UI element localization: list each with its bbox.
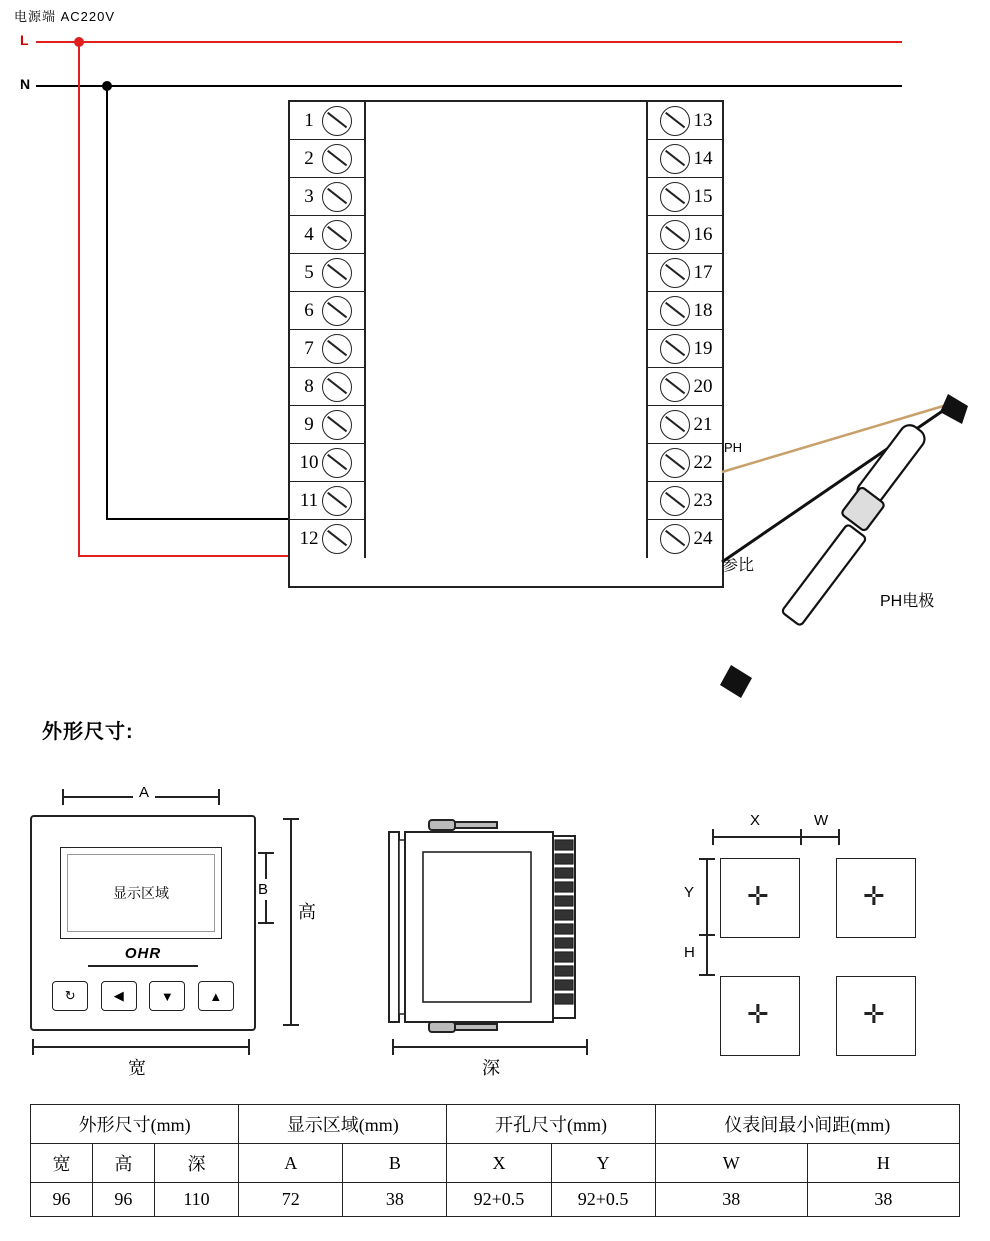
- terminal-row: [648, 178, 722, 216]
- table-row-sub-headers: [31, 1144, 960, 1183]
- terminal-number: 19: [693, 337, 713, 359]
- sub-header: Y: [551, 1144, 655, 1183]
- dim-depth-line: [392, 1046, 588, 1048]
- neutral-wire-vertical: [106, 85, 108, 520]
- cutout-square-1: ✛: [720, 858, 800, 938]
- live-wire-vertical: [78, 41, 80, 557]
- screw-icon: [660, 524, 690, 554]
- display-screen: [60, 847, 222, 939]
- sub-header: A: [239, 1144, 343, 1183]
- dim-height-line: [290, 818, 292, 1026]
- screw-icon: [660, 410, 690, 440]
- terminal-number: 17: [693, 261, 713, 283]
- terminal-row: [290, 368, 364, 406]
- group-header-cutout: 开孔尺寸(mm): [447, 1105, 655, 1144]
- key-reset-button[interactable]: ↻: [52, 981, 88, 1011]
- specs-table: [30, 1104, 960, 1217]
- screw-icon: [322, 524, 352, 554]
- terminal-row: [290, 406, 364, 444]
- dim-depth-tick-left: [392, 1039, 394, 1055]
- reference-wire-label: 参比: [722, 557, 755, 574]
- terminal-number: 12: [299, 528, 319, 549]
- section-title-dimensions: 外形尺寸:: [42, 721, 134, 743]
- group-header-outline: 外形尺寸(mm): [31, 1105, 239, 1144]
- screw-icon: [322, 448, 352, 478]
- screw-icon: [660, 106, 690, 136]
- sub-header: 深: [154, 1144, 238, 1183]
- terminal-number: 22: [693, 451, 713, 473]
- sub-header: B: [343, 1144, 447, 1183]
- dim-x-line: [712, 836, 802, 838]
- brand-label: OHR: [124, 945, 162, 962]
- group-header-spacing: 仪表间最小间距(mm): [655, 1105, 959, 1144]
- dim-height-tick-top: [283, 818, 299, 820]
- screw-icon: [322, 372, 352, 402]
- screw-icon: [660, 486, 690, 516]
- value-cell: 92+0.5: [551, 1183, 655, 1217]
- screw-icon: [660, 182, 690, 212]
- brand-underline: [88, 965, 198, 967]
- neutral-wire-to-terminal-11: [106, 518, 290, 520]
- keypad: [46, 981, 240, 1011]
- dim-b-tick-top: [258, 852, 274, 854]
- front-view-panel: [30, 815, 256, 1031]
- screw-icon: [660, 258, 690, 288]
- value-cell: 96: [31, 1183, 93, 1217]
- live-wire-horizontal: [36, 41, 902, 43]
- terminal-row: [648, 330, 722, 368]
- terminal-number: 13: [693, 109, 713, 131]
- terminal-row: [290, 482, 364, 520]
- terminal-row: [290, 178, 364, 216]
- terminal-number: 23: [693, 489, 713, 511]
- dim-h-tick-bottom: [699, 974, 715, 976]
- value-cell: 96: [92, 1183, 154, 1217]
- terminal-row: [290, 140, 364, 178]
- dim-a-tick-left: [62, 789, 64, 805]
- ph-electrode-illustration: [700, 380, 990, 710]
- terminal-number: 14: [693, 147, 713, 169]
- screw-icon: [660, 144, 690, 174]
- terminal-row: [290, 444, 364, 482]
- screw-icon: [322, 220, 352, 250]
- screw-icon: [660, 448, 690, 478]
- dim-w-label: W: [814, 812, 829, 829]
- cutout-square-2: ✛: [836, 858, 916, 938]
- dim-width-line: [32, 1046, 250, 1048]
- terminal-number: 24: [693, 528, 713, 549]
- dim-h-line: [706, 936, 708, 976]
- terminal-row: [290, 292, 364, 330]
- key-left-button[interactable]: ◀: [101, 981, 137, 1011]
- dim-width-label: 宽: [128, 1058, 146, 1078]
- dim-height-label: 高: [298, 902, 316, 922]
- terminal-number: 6: [304, 299, 314, 321]
- dim-a-tick-right: [218, 789, 220, 805]
- cutout-view-drawing: [700, 828, 950, 1046]
- side-view-drawing: [385, 818, 595, 1036]
- live-wire-to-terminal-12: [78, 555, 290, 557]
- value-cell: 92+0.5: [447, 1183, 551, 1217]
- value-cell: 72: [239, 1183, 343, 1217]
- ph-wire-label: PH: [724, 440, 743, 455]
- terminal-row: [290, 520, 364, 558]
- value-cell: 38: [655, 1183, 807, 1217]
- screw-icon: [322, 296, 352, 326]
- screw-icon: [660, 334, 690, 364]
- terminal-row: [648, 140, 722, 178]
- dim-x-label: X: [750, 812, 761, 829]
- cutout-square-4: ✛: [836, 976, 916, 1056]
- screw-icon: [660, 296, 690, 326]
- dim-w-tick-right: [838, 829, 840, 845]
- group-header-display: 显示区域(mm): [239, 1105, 447, 1144]
- dim-height-tick-bottom: [283, 1024, 299, 1026]
- terminal-row: [290, 330, 364, 368]
- screw-icon: [322, 106, 352, 136]
- dim-y-label: Y: [684, 884, 695, 901]
- instrument-terminal-block: [288, 100, 724, 588]
- screw-icon: [322, 182, 352, 212]
- terminal-row: [290, 254, 364, 292]
- table-row-group-headers: [31, 1105, 960, 1144]
- dim-y-line: [706, 858, 708, 936]
- terminal-number: 2: [304, 147, 314, 169]
- value-cell: 38: [807, 1183, 959, 1217]
- terminal-number: 20: [693, 375, 713, 397]
- terminal-number: 16: [693, 223, 713, 245]
- terminal-row: [290, 102, 364, 140]
- sub-header: X: [447, 1144, 551, 1183]
- terminal-number: 5: [304, 261, 314, 283]
- live-junction-dot: [74, 37, 84, 47]
- terminal-number: 21: [693, 413, 713, 435]
- screw-icon: [660, 220, 690, 250]
- value-cell: 110: [154, 1183, 238, 1217]
- neutral-junction-dot: [102, 81, 112, 91]
- dim-width-tick-left: [32, 1039, 34, 1055]
- sub-header: W: [655, 1144, 807, 1183]
- line-n-label: N: [20, 76, 31, 92]
- terminal-number: 3: [304, 185, 314, 207]
- dim-w-line: [802, 836, 840, 838]
- terminal-row: [648, 216, 722, 254]
- dim-b-label: B: [258, 881, 269, 898]
- dim-h-label: H: [684, 944, 695, 961]
- power-supply-label: 电源端 AC220V: [14, 9, 116, 24]
- terminal-number: 15: [693, 185, 713, 207]
- dim-y-tick-top: [699, 858, 715, 860]
- neutral-wire-horizontal: [36, 85, 902, 87]
- screw-icon: [322, 334, 352, 364]
- terminal-row: [648, 292, 722, 330]
- screw-icon: [322, 410, 352, 440]
- terminal-number: 8: [304, 375, 314, 397]
- screw-icon: [660, 372, 690, 402]
- dim-x-tick-left: [712, 829, 714, 845]
- screw-icon: [322, 486, 352, 516]
- dim-width-tick-right: [248, 1039, 250, 1055]
- cutout-square-3: ✛: [720, 976, 800, 1056]
- dim-depth-tick-right: [586, 1039, 588, 1055]
- dim-depth-label: 深: [482, 1058, 500, 1078]
- key-down-button[interactable]: ▼: [149, 981, 185, 1011]
- ph-electrode-label: PH电极: [880, 593, 935, 610]
- terminal-number: 1: [304, 109, 314, 131]
- terminal-column-left: [290, 102, 366, 558]
- table-row-values: [31, 1183, 960, 1217]
- sub-header: 高: [92, 1144, 154, 1183]
- display-area-label: 显示区域: [67, 854, 215, 932]
- terminal-number: 11: [299, 489, 319, 511]
- screw-icon: [322, 258, 352, 288]
- terminal-row: [648, 102, 722, 140]
- key-up-button[interactable]: ▲: [198, 981, 234, 1011]
- terminal-number: 9: [304, 413, 314, 435]
- terminal-number: 4: [304, 223, 314, 245]
- dim-a-label: A: [133, 784, 155, 801]
- dim-b-tick-bottom: [258, 922, 274, 924]
- sub-header: 宽: [31, 1144, 93, 1183]
- line-l-label: L: [20, 32, 29, 48]
- terminal-row: [290, 216, 364, 254]
- terminal-number: 10: [299, 451, 319, 473]
- terminal-row: [648, 254, 722, 292]
- terminal-number: 7: [304, 337, 314, 359]
- sub-header: H: [807, 1144, 959, 1183]
- value-cell: 38: [343, 1183, 447, 1217]
- screw-icon: [322, 144, 352, 174]
- terminal-number: 18: [693, 299, 713, 321]
